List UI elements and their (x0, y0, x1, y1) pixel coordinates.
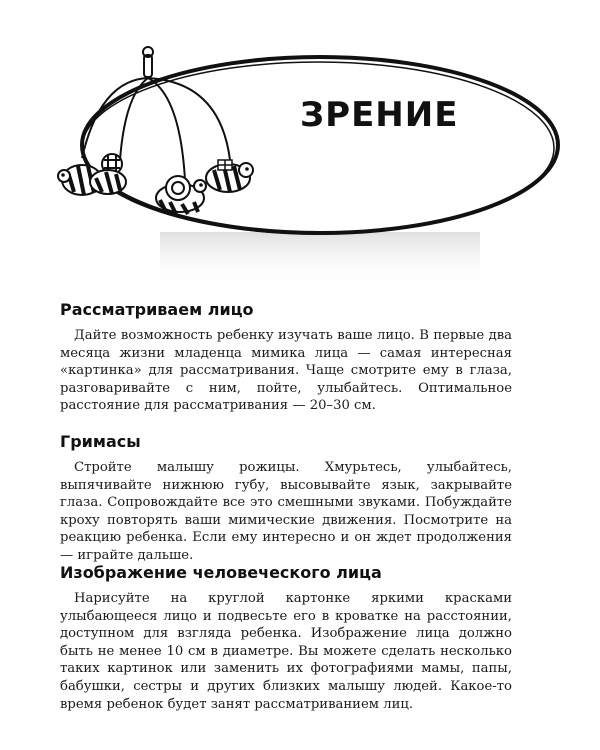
section-face (60, 300, 512, 415)
header-shadow (160, 232, 480, 287)
striped-bee-right-toy-icon (206, 160, 253, 192)
crib-mobile-illustration (0, 0, 600, 290)
section-heading: Рассматриваем лицо (60, 300, 254, 319)
section-body: Стройте малышу рожицы. Хмурьтесь, улыбайтесь, выпячивайте нижнюю губу, высовывайте язык, закрывайте глаза. Сопровождайте все это смешными звуками. Побуждайте кроху повторять ваши мимические движения. Посмотрите на реакцию ребенка. Если ему интересно и он ждет продолжения — играйте дальше. (60, 460, 512, 563)
title-oval-frame (82, 57, 558, 233)
section-grimaces (60, 432, 512, 565)
checkered-ball-toy-icon (90, 154, 126, 194)
page-title: ЗРЕНИЕ (300, 95, 459, 135)
section-face-image (60, 563, 512, 713)
snail-toy-icon (156, 176, 206, 214)
section-heading: Изображение человеческого лица (60, 563, 382, 582)
section-body: Нарисуйте на круглой картонке яркими красками улыбающееся лицо и подвесьте его в кроватке на расстоянии, доступном для взгляда ребенка. Изображение лица должно быть не менее 10 см в диаметре. Вы можете сделать несколько таких картинок или заменить их фотографиями мамы, папы, бабушки, сестры и других близких малышу людей. Какое-то время ребенок будет занят рассматриванием лиц. (60, 591, 512, 712)
section-heading: Гримасы (60, 432, 141, 451)
section-body: Дайте возможность ребенку изучать ваше лицо. В первые два месяца жизни младенца мимика лица — самая интересная «картинка» для рассматривания. Чаще смотрите ему в глаза, разговаривайте с ним, пойте, улыбайтесь. Оптимальное расстояние для рассматривания — 20–30 см. (60, 328, 512, 414)
